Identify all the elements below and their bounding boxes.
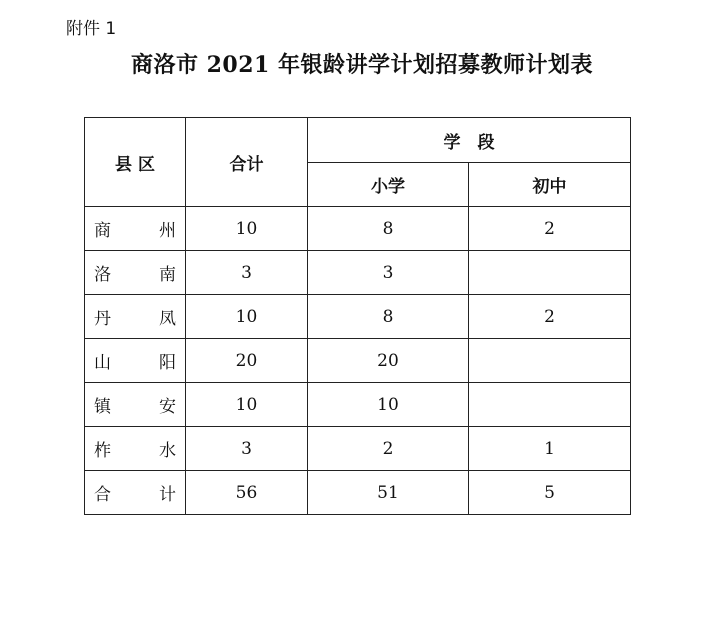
table-row: [85, 339, 631, 383]
table-row: [85, 207, 631, 251]
total-cell: 3: [186, 251, 308, 295]
junior-cell: 5: [469, 471, 631, 515]
recruitment-plan-table: [84, 117, 631, 515]
county-cell: 镇 安: [85, 383, 186, 427]
primary-cell: 8: [308, 295, 469, 339]
primary-cell: 51: [308, 471, 469, 515]
total-cell: 20: [186, 339, 308, 383]
table-row: [85, 295, 631, 339]
header-county: 县 区: [85, 118, 186, 207]
junior-cell: 1: [469, 427, 631, 471]
junior-cell: 2: [469, 207, 631, 251]
table-header-row: [85, 118, 631, 163]
header-total: 合计: [186, 118, 308, 207]
table-row: [85, 251, 631, 295]
county-cell: 柞 水: [85, 427, 186, 471]
junior-cell: [469, 251, 631, 295]
total-cell: 10: [186, 295, 308, 339]
total-cell: 10: [186, 207, 308, 251]
county-cell: 合 计: [85, 471, 186, 515]
junior-cell: [469, 339, 631, 383]
county-cell: 丹 凤: [85, 295, 186, 339]
primary-cell: 10: [308, 383, 469, 427]
county-cell: 山 阳: [85, 339, 186, 383]
primary-cell: 8: [308, 207, 469, 251]
document-title: 商洛市 2021 年银龄讲学计划招募教师计划表: [130, 52, 594, 78]
total-cell: 3: [186, 427, 308, 471]
primary-cell: 2: [308, 427, 469, 471]
header-junior: 初中: [469, 163, 631, 207]
primary-cell: 3: [308, 251, 469, 295]
junior-cell: [469, 383, 631, 427]
attachment-label: 附件 1: [66, 19, 117, 39]
county-cell: 洛 南: [85, 251, 186, 295]
junior-cell: 2: [469, 295, 631, 339]
total-cell: 56: [186, 471, 308, 515]
header-primary: 小学: [308, 163, 469, 207]
county-cell: 商 州: [85, 207, 186, 251]
table-total-row: [85, 471, 631, 515]
header-stage: 学 段: [308, 118, 631, 163]
table-row: [85, 383, 631, 427]
total-cell: 10: [186, 383, 308, 427]
table-row: [85, 427, 631, 471]
primary-cell: 20: [308, 339, 469, 383]
